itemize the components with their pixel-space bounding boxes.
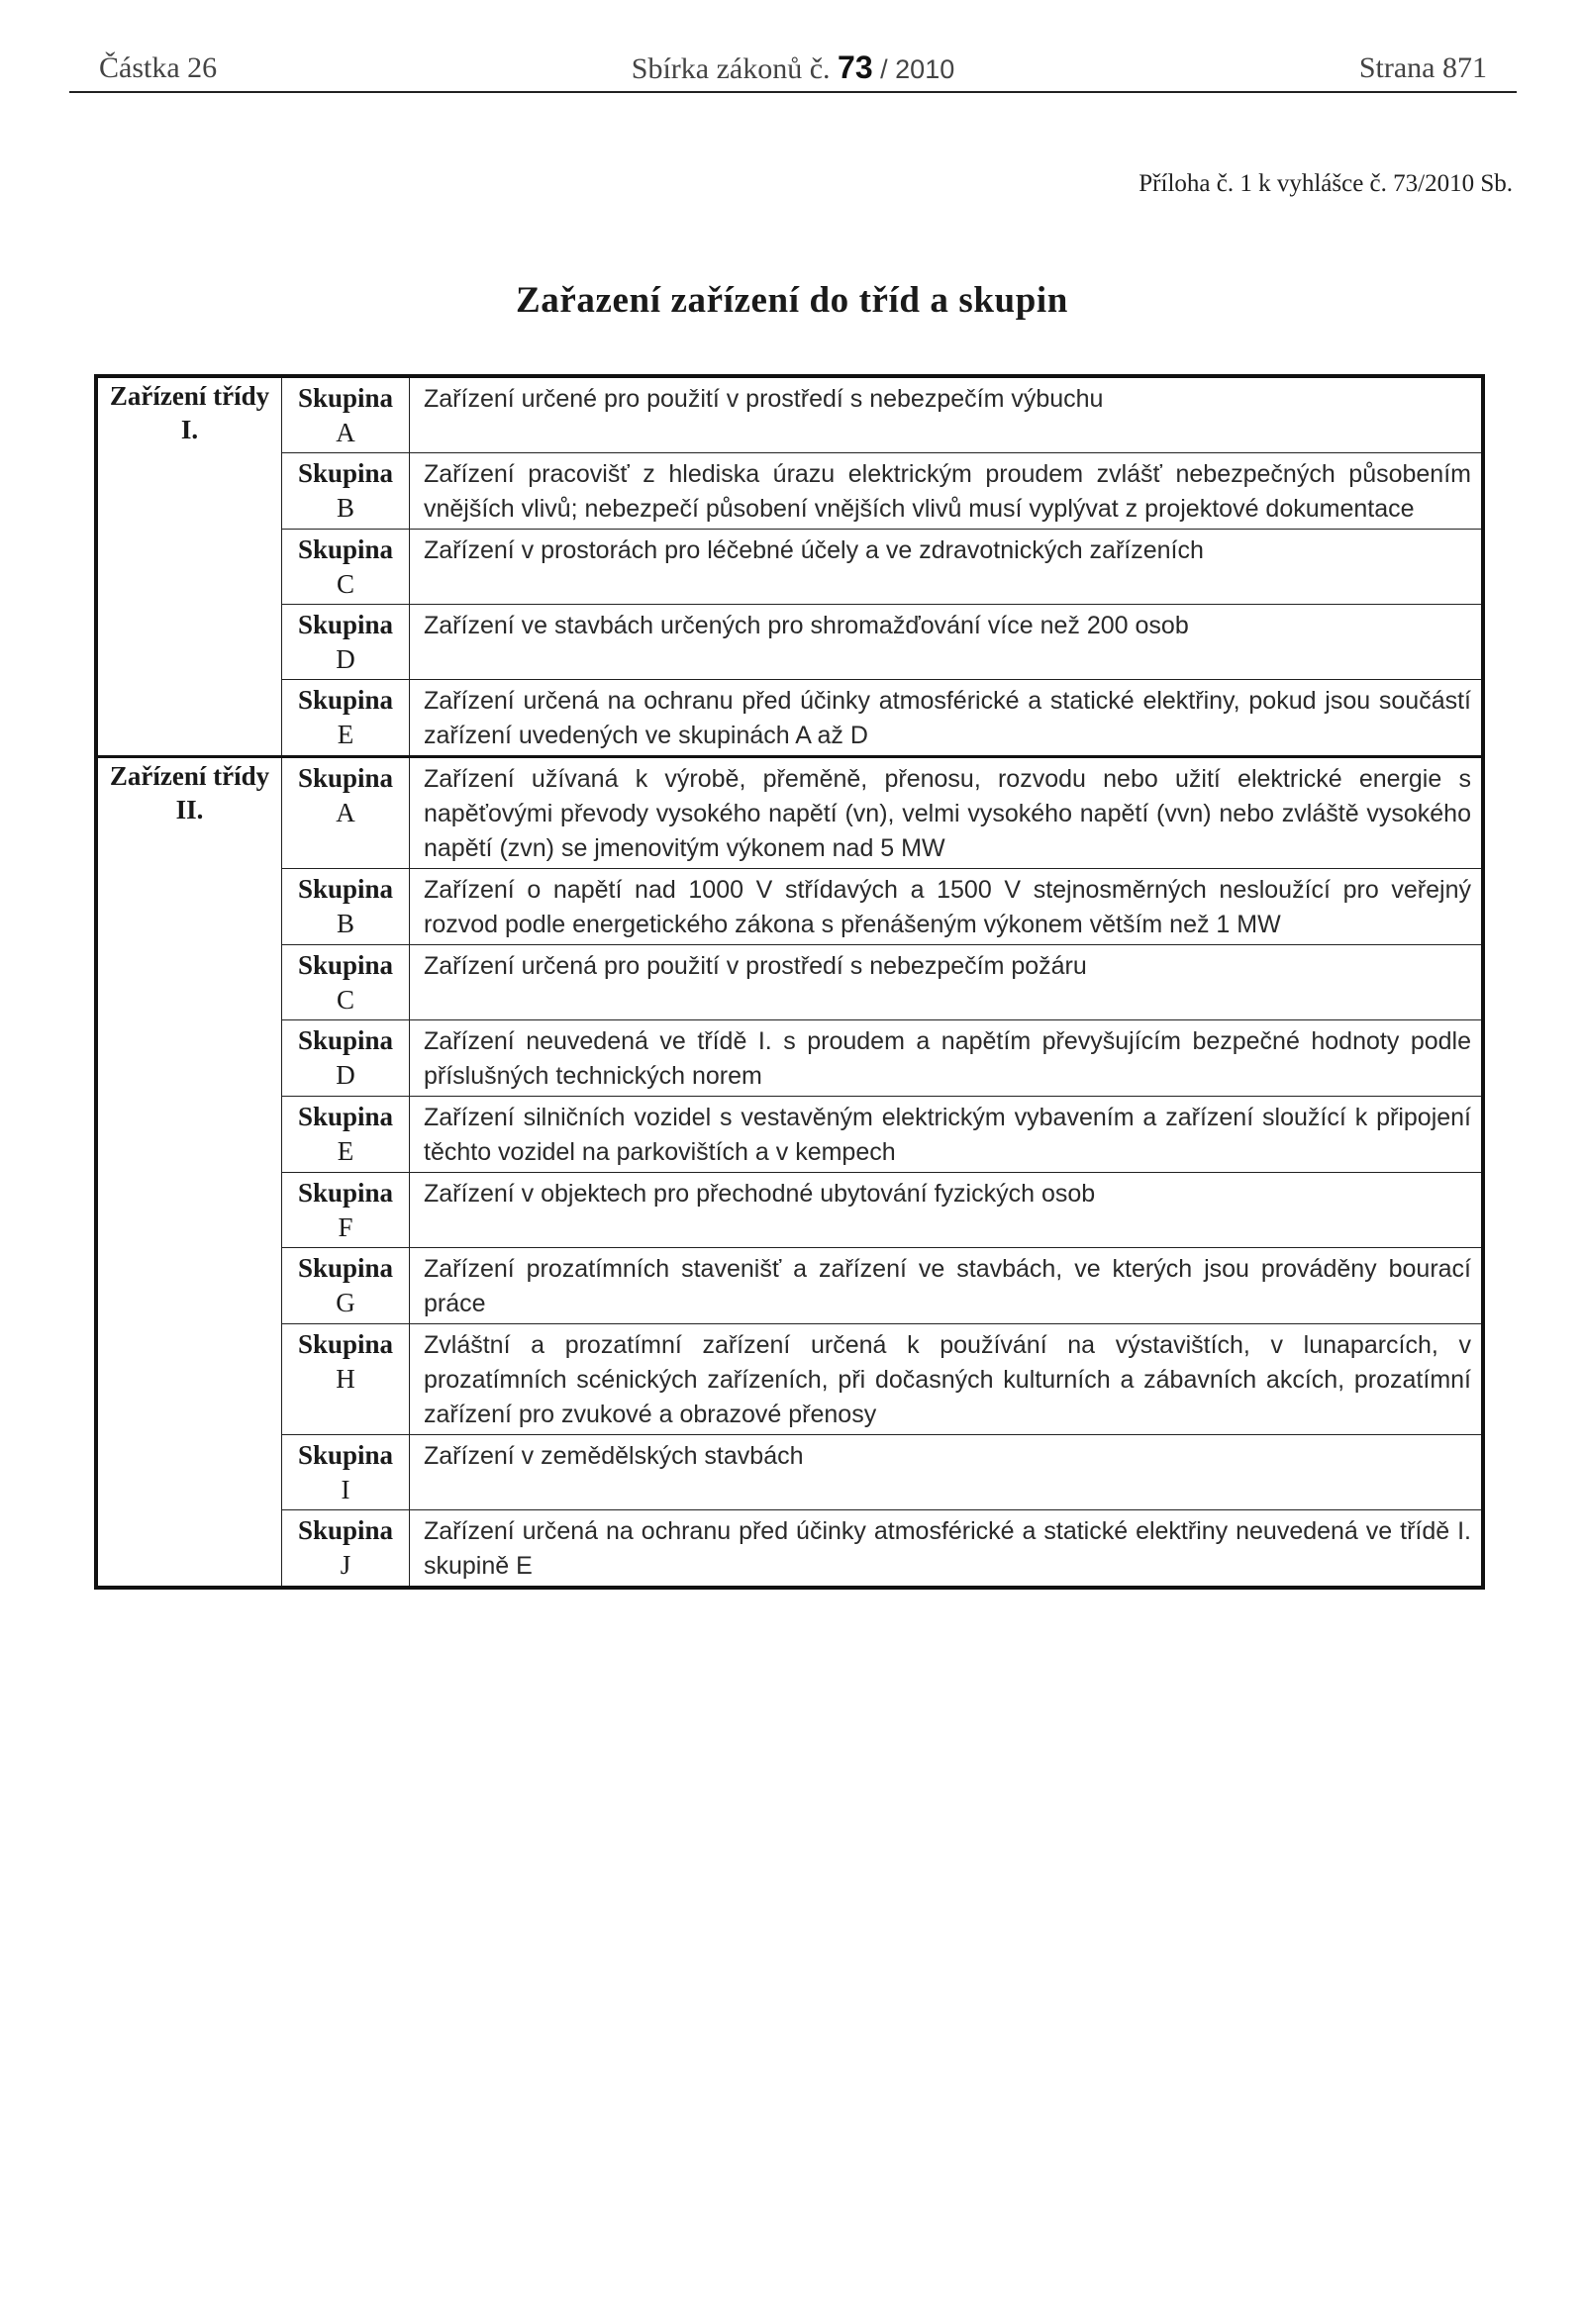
collection-name: Sbírka zákonů č. xyxy=(631,52,831,85)
group-word: Skupina xyxy=(297,534,394,564)
group-word: Skupina xyxy=(297,1178,394,1208)
group-letter: G xyxy=(336,1288,355,1317)
group-word: Skupina xyxy=(297,874,394,904)
group-cell xyxy=(282,680,410,757)
group-letter: A xyxy=(336,798,355,827)
group-description: Zařízení určená pro použití v prostředí s nebezpečím požáru xyxy=(410,945,1484,1020)
group-letter: B xyxy=(336,909,354,938)
page-header xyxy=(69,44,1517,93)
issue-part: Částka 26 xyxy=(99,51,218,84)
group-description: Zařízení v zemědělských stavbách xyxy=(410,1435,1484,1510)
group-letter: J xyxy=(340,1550,351,1580)
group-description: Zařízení silničních vozidel s vestavěným elektrickým vybavením a zařízení sloužící k připojení těchto vozidel na parkovištích a v kempech xyxy=(410,1097,1484,1173)
group-description: Zařízení ve stavbách určených pro shromažďování více než 200 osob xyxy=(410,605,1484,680)
group-word: Skupina xyxy=(297,458,394,488)
class-label: Zařízení třídy II. xyxy=(96,757,282,1589)
collection-number: 73 xyxy=(838,49,873,85)
group-word: Skupina xyxy=(297,1440,394,1470)
group-word: Skupina xyxy=(297,610,394,639)
group-cell xyxy=(282,1324,410,1435)
collection-reference xyxy=(69,49,1517,86)
group-cell xyxy=(282,605,410,680)
group-letter: C xyxy=(336,569,354,599)
group-word: Skupina xyxy=(297,763,394,793)
group-letter: E xyxy=(337,1136,354,1166)
class-label: Zařízení třídy I. xyxy=(96,376,282,757)
group-cell xyxy=(282,1097,410,1173)
group-cell xyxy=(282,1435,410,1510)
page-number: Strana 871 xyxy=(1358,51,1487,84)
group-cell xyxy=(282,1248,410,1324)
table-row xyxy=(96,757,1483,869)
group-cell xyxy=(282,1020,410,1097)
group-word: Skupina xyxy=(297,383,394,413)
group-letter: H xyxy=(336,1364,355,1394)
table-row xyxy=(96,1324,1483,1435)
collection-slash: / xyxy=(880,54,888,84)
table-row xyxy=(96,1435,1483,1510)
group-letter: D xyxy=(336,1060,355,1090)
annex-reference: Příloha č. 1 k vyhlášce č. 73/2010 Sb. xyxy=(1138,170,1513,197)
group-cell xyxy=(282,453,410,530)
group-letter: E xyxy=(337,720,354,749)
group-letter: I xyxy=(341,1475,350,1504)
table-row xyxy=(96,1097,1483,1173)
table-row xyxy=(96,1020,1483,1097)
group-cell xyxy=(282,530,410,605)
table-row xyxy=(96,680,1483,757)
table-row xyxy=(96,869,1483,945)
table-row xyxy=(96,1248,1483,1324)
classification-table xyxy=(94,374,1485,1590)
table-row xyxy=(96,1510,1483,1589)
group-description: Zařízení v prostorách pro léčebné účely a ve zdravotnických zařízeních xyxy=(410,530,1484,605)
group-description: Zařízení o napětí nad 1000 V střídavých a 1500 V stejnosměrných nesloužící pro veřejný rozvod podle energetického zákona s přenášeným výkonem větším než 1 MW xyxy=(410,869,1484,945)
table-row xyxy=(96,530,1483,605)
group-letter: D xyxy=(336,644,355,674)
group-word: Skupina xyxy=(297,1025,394,1055)
page-title: Zařazení zařízení do tříd a skupin xyxy=(516,280,1068,321)
collection-year: 2010 xyxy=(895,54,955,84)
group-word: Skupina xyxy=(297,1253,394,1283)
table-row xyxy=(96,376,1483,453)
table-row xyxy=(96,453,1483,530)
group-description: Zařízení určená na ochranu před účinky atmosférické a statické elektřiny neuvedená ve třídě I. skupině E xyxy=(410,1510,1484,1589)
group-cell xyxy=(282,376,410,453)
table-row xyxy=(96,945,1483,1020)
group-cell xyxy=(282,757,410,869)
group-word: Skupina xyxy=(297,1515,394,1545)
group-description: Zařízení prozatímních stavenišť a zařízení ve stavbách, ve kterých jsou prováděny bourací práce xyxy=(410,1248,1484,1324)
group-cell xyxy=(282,869,410,945)
group-letter: B xyxy=(336,493,354,523)
group-word: Skupina xyxy=(297,685,394,715)
group-cell xyxy=(282,945,410,1020)
table-row xyxy=(96,605,1483,680)
group-description: Zařízení pracovišť z hlediska úrazu elektrickým proudem zvlášť nebezpečných působením vnějších vlivů; nebezpečí působení vnějších vlivů musí vyplývat z projektové dokumentace xyxy=(410,453,1484,530)
group-letter: F xyxy=(338,1212,353,1242)
group-letter: A xyxy=(336,418,355,447)
table-row xyxy=(96,1173,1483,1248)
group-description: Zařízení v objektech pro přechodné ubytování fyzických osob xyxy=(410,1173,1484,1248)
group-word: Skupina xyxy=(297,950,394,980)
group-description: Zařízení určená na ochranu před účinky atmosférické a statické elektřiny, pokud jsou součástí zařízení uvedených ve skupinách A až D xyxy=(410,680,1484,757)
classification-table-body xyxy=(96,376,1483,1588)
group-word: Skupina xyxy=(297,1102,394,1131)
group-letter: C xyxy=(336,985,354,1015)
group-description: Zařízení určené pro použití v prostředí s nebezpečím výbuchu xyxy=(410,376,1484,453)
group-description: Zařízení neuvedená ve třídě I. s proudem a napětím převyšujícím bezpečné hodnoty podle příslušných technických norem xyxy=(410,1020,1484,1097)
group-description: Zvláštní a prozatímní zařízení určená k používání na výstavištích, v lunaparcích, v prozatímních scénických zařízeních, při dočasných kulturních a zábavních akcích, prozatímní zařízení pro zvukové a obrazové přenosy xyxy=(410,1324,1484,1435)
group-cell xyxy=(282,1510,410,1589)
group-description: Zařízení užívaná k výrobě, přeměně, přenosu, rozvodu nebo užití elektrické energie s napěťovými převody vysokého napětí (vn), velmi vysokého napětí (vvn) nebo zvláště vysokého napětí (zvn) se jmenovitým výkonem nad 5 MW xyxy=(410,757,1484,869)
group-cell xyxy=(282,1173,410,1248)
group-word: Skupina xyxy=(297,1329,394,1359)
